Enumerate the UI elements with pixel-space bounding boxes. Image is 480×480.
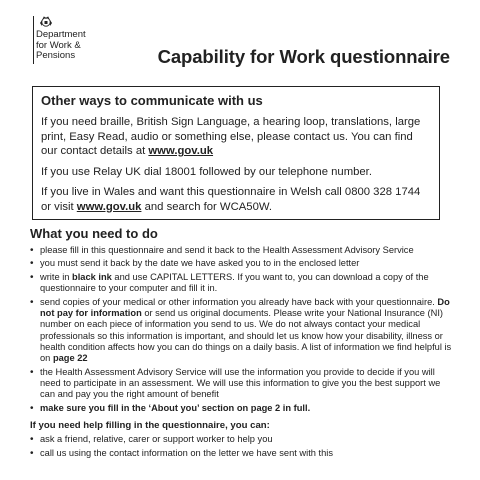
b4-bold-2: page 22 [52,353,88,364]
document-header [0,0,480,80]
what-to-do-list [30,245,452,414]
document-title: Capability for Work questionnaire [157,46,450,67]
department-logo-text [36,30,86,62]
list-item [30,272,452,295]
p3-tail: and search for WCA50W. [141,200,273,213]
b3-text-b: and use CAPITAL LETTERS. If you want to, you can download a copy of the questionnaire to your computer and fill it in. [40,271,429,294]
help-heading: If you need help filling in the questionnaire, you can: [30,420,270,432]
list-item: • the Health Assessment Advisory Service will use the information you provide to decide if you will need to participate in an assessment. We will use this information to give you the best support we can and pay you the right amount of benefit [30,367,452,401]
gov-uk-link-2[interactable]: www.gov.uk [76,200,142,213]
p3-text: If you live in Wales and want this questionnaire in Welsh call 0800 328 1744 or visit [41,186,421,213]
b4-text-a: send copies of your medical or other information you already have back with your questionnaire. [40,296,438,307]
dept-line-1: Department [36,29,86,40]
b4-bold-1: Do not pay for information [40,296,450,319]
b3-bold: black ink [72,271,112,282]
what-to-do-heading: What you need to do [30,226,158,241]
gov-uk-link-1[interactable]: www.gov.uk [148,145,214,157]
other-ways-paragraph-3 [41,185,431,214]
help-list [30,434,452,459]
list-item: • you must send it back by the date we have asked you to in the enclosed letter [30,258,452,269]
department-rule [33,16,34,64]
other-ways-paragraph-2: If you use Relay UK dial 18001 followed by our telephone number. [41,165,372,178]
other-ways-heading: Other ways to communicate with us [41,93,263,108]
b6-bold: make sure you fill in the ‘About you’ section on page 2 in full. [40,402,311,413]
p1-text: If you need braille, British Sign Language, a hearing loop, translations, large print, Easy Read, audio or something else, please contact us. You can find our contact details at [41,116,421,157]
list-item [30,403,452,414]
b4-text-b: or send us original documents. Please write your National Insurance (NI) number on each piece of information you send to us. We do not always contact your medical professionals so this information is important, and should let us know how your disability, illness or health condition affects how you can do things on a daily basis. A list of information we find helpful is on [40,308,452,364]
other-ways-paragraph-1 [41,115,431,159]
dept-line-3: Pensions [36,50,76,61]
royal-crest-icon [39,16,53,28]
b3-text-a: write in [40,271,73,282]
list-item: • ask a friend, relative, carer or support worker to help you [30,434,452,445]
other-ways-box [32,86,440,220]
dept-line-2: for Work & [36,39,81,51]
list-item [30,297,452,365]
list-item: • please fill in this questionnaire and send it back to the Health Assessment Advisory Service [30,245,452,256]
list-item: • call us using the contact information on the letter we have sent with this [30,448,452,459]
what-you-need-to-do-section [30,226,452,461]
